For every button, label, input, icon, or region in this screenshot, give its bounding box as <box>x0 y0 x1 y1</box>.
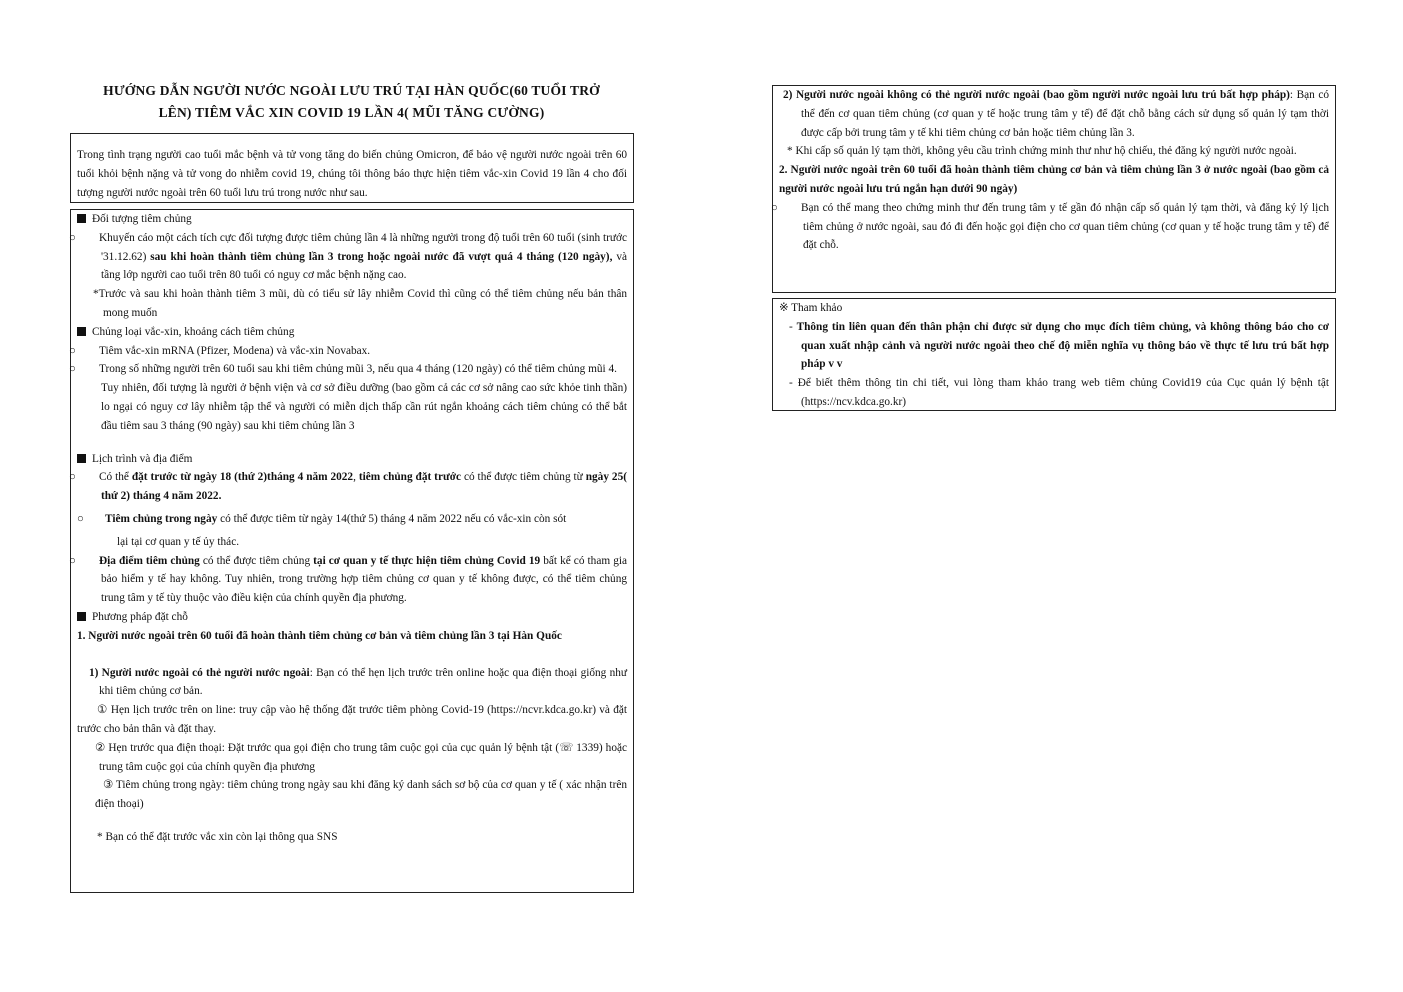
schedule-text-a: Có thể <box>99 471 132 484</box>
schedule-text-e: có thể được tiêm chủng từ <box>461 471 586 484</box>
target-text-a: Khuyến cáo một cách tích cực đối tượng được tiêm chủng lần 4 là những người trong độ tuổi trên 60 tuổi (sinh trước '31.12.62) <box>99 231 627 263</box>
target-text-c: và tầng lớp người cao tuổi trên 80 tuổi có nguy cơ mắc bệnh nặng cao. <box>101 250 627 282</box>
reference-item-1: Thông tin liên quan đến thân phận chỉ được sử dụng cho mục đích tiêm chủng, và không thông báo cho cơ quan xuất nhập cảnh và người nước ngoài theo chế độ miễn nghĩa vụ thông báo về thực tế lưu trú bất hợp pháp v v <box>796 320 1329 371</box>
circle-bullet-icon: ○ <box>69 363 76 376</box>
booking-method-3: ③ Tiêm chủng trong ngày: tiêm chủng trong ngày sau khi đăng ký danh sách sơ bộ của cơ quan y tế ( xác nhận trên điện thoại) <box>95 779 627 811</box>
dash-bullet: - <box>789 377 798 390</box>
target-note: *Trước và sau khi hoàn thành tiêm 3 mũi, dù có tiểu sử lây nhiễm Covid thì cũng có thể tiêm chủng nếu bản thân mong muốn <box>93 288 627 319</box>
intro-box <box>70 133 634 203</box>
sameday-text-c: lại tại cơ quan y tế ủy thác. <box>117 535 240 548</box>
booking-method-2: ② Hẹn trước qua điện thoại: Đặt trước qua gọi điện cho trung tâm cuộc gọi của cục quản lý bệnh tật (☏ 1339) hoặc trung tâm cuộc gọi của chính quyền địa phương <box>95 741 627 773</box>
main-content-box <box>70 209 634 893</box>
section-heading-booking: Phương pháp đặt chỗ <box>92 610 188 623</box>
reference-heading: ※ Tham khảo <box>779 302 843 314</box>
circle-bullet-icon: ○ <box>69 554 76 567</box>
booking-item-1: 1. Người nước ngoài trên 60 tuổi đã hoàn thành tiêm chủng cơ bản và tiêm chủng lần 3 tại Hàn Quốc <box>77 629 562 642</box>
circle-bullet-icon: ○ <box>69 471 76 484</box>
booking-sub2-a: 2) Người nước ngoài không có thẻ người nước ngoài (bao gồm người nước ngoài lưu trú bất hợp pháp) <box>783 89 1290 101</box>
section-target <box>69 210 627 323</box>
booking-item-2-text: Bạn có thể mang theo chứng minh thư đến trung tâm y tế gần đó nhận cấp số quản lý tạm thời, và đăng ký lý lịch tiêm chủng ở nước ngoài, sau đó đi đến hoặc gọi điện cho cơ quan tiêm chủng (cơ quan y tế hoặc trung tâm y tế) để đặt chỗ. <box>801 201 1329 252</box>
booking-method-1: ① Hẹn lịch trước trên on line: truy cập vào hệ thống đặt trước tiêm phòng Covid-19 (https://ncvr.kdca.go.kr) và đặt trước cho bản thân và đặt thay. <box>77 704 627 735</box>
title-line-1: HƯỚNG DẪN NGƯỜI NƯỚC NGOÀI LƯU TRÚ TẠI HÀN QUỐC(60 TUỔI TRỞ <box>103 83 600 98</box>
square-bullet-icon <box>77 214 86 223</box>
intro-text: Trong tình trạng người cao tuổi mắc bệnh và tử vong tăng do biến chủng Omicron, để bảo vệ người nước ngoài trên 60 tuổi khỏi bệnh nặng và tử vong do nhiễm covid 19, chúng tôi thông báo thực hiện tiêm vắc-xin Covid 19 lần 4 cho đối tượng người nước ngoài trên 60 tuổi lưu trú trong nước như sau. <box>77 149 627 199</box>
booking-sub1-b: : Bạn có thể hẹn lịch trước trên online hoặc qua điện thoại giống như khi tiêm chủng cơ bản. <box>99 666 627 698</box>
section-booking <box>77 608 627 847</box>
reference-box <box>772 298 1336 411</box>
booking-item-2: 2. Người nước ngoài trên 60 tuổi đã hoàn thành tiêm chủng cơ bản và tiêm chủng lần 3 ở nước ngoài (bao gồm cả người nước ngoài lưu trú ngắn hạn dưới 90 ngày) <box>779 164 1329 195</box>
section-heading-schedule: Lịch trình và địa điểm <box>92 452 193 465</box>
vaccine-text-2: Trong số những người trên 60 tuổi sau khi tiêm chủng mũi 3, nếu qua 4 tháng (120 ngày) có thể tiêm chủng mũi 4. <box>99 363 617 376</box>
schedule-text-d: tiêm chủng đặt trước <box>358 471 462 484</box>
document-title <box>70 80 633 124</box>
circle-bullet-icon: ○ <box>771 201 778 214</box>
section-heading-target: Đối tượng tiêm chủng <box>92 213 192 225</box>
booking-continued-box <box>772 85 1336 293</box>
circle-bullet-icon: ○ <box>69 231 76 244</box>
booking-sub1-a: 1) Người nước ngoài có thẻ người nước ngoài <box>89 666 310 679</box>
reference-item-2: Để biết thêm thông tin chi tiết, vui lòng tham khảo trang web tiêm chủng Covid19 của Cục quản lý bệnh tật (https://ncv.kdca.go.kr) <box>797 377 1329 408</box>
booking-temp-note: * Khi cấp số quản lý tạm thời, không yêu cầu trình chứng minh thư như hộ chiếu, thẻ đăng ký người nước ngoài. <box>787 145 1297 158</box>
location-text-c: tại cơ quan y tế thực hiện tiêm chủng Covid 19 <box>313 554 541 567</box>
schedule-text-f: ngày 25( thứ 2) tháng 4 năm 2022. <box>101 471 627 503</box>
vaccine-text-1: Tiêm vắc-xin mRNA (Pfizer, Modena) và vắc-xin Novabax. <box>99 344 371 357</box>
schedule-text-b: đặt trước từ ngày 18 (thứ 2)tháng 4 năm 2022 <box>131 471 354 484</box>
section-schedule <box>69 450 627 608</box>
dash-bullet: - <box>789 320 797 333</box>
location-text-a: Địa điểm tiêm chủng <box>99 554 200 567</box>
sameday-text-b: có thể được tiêm từ ngày 14(thứ 5) tháng 4 năm 2022 nếu có vắc-xin còn sót <box>217 512 567 525</box>
booking-sub2-b: : Bạn có thể đến cơ quan tiêm chủng (cơ quan y tế hoặc trung tâm y tế) để đặt chỗ bằng cách sử dụng số quản lý tạm thời được cấp bởi trung tâm y tế khi tiêm chủng cơ bản hoặc tiêm chủng lần 3. <box>801 89 1329 139</box>
target-text-bold: sau khi hoàn thành tiêm chủng lần 3 trong hoặc ngoài nước đã vượt quá 4 tháng (120 ngày), <box>150 250 613 263</box>
schedule-text-c: , <box>353 471 359 484</box>
section-heading-vaccine: Chủng loại vắc-xin, khoảng cách tiêm chủng <box>92 325 295 338</box>
sameday-text-a: Tiêm chủng trong ngày <box>105 512 218 525</box>
location-text-b: có thể được tiêm chủng <box>199 554 314 567</box>
circle-bullet-icon: ○ <box>69 344 76 357</box>
square-bullet-icon <box>77 454 86 463</box>
square-bullet-icon <box>77 612 86 621</box>
section-vaccine-type <box>69 323 627 436</box>
square-bullet-icon <box>77 327 86 336</box>
title-line-2: LÊN) TIÊM VẮC XIN COVID 19 LẦN 4( MŨI TĂNG CƯỜNG) <box>158 105 545 120</box>
location-text-d: bất kể có tham gia bảo hiểm y tế hay không. Tuy nhiên, trong trường hợp tiêm chủng cơ quan y tế không được, có thể tiêm chủng trung tâm y tế tùy thuộc vào điều kiện của chính quyền địa phương. <box>101 554 627 605</box>
circle-bullet-icon: ○ <box>77 512 84 525</box>
vaccine-text-3: Tuy nhiên, đối tượng là người ở bệnh viện và cơ sở điều dưỡng (bao gồm cả các cơ sở nâng cao sức khỏe tinh thần) lo ngại có nguy cơ lây nhiễm tập thể và người có miễn dịch thấp cần rút ngắn khoảng cách tiêm chủng có thể bắt đầu tiêm sau 3 tháng (90 ngày) sau khi tiêm chủng lần 3 <box>101 382 627 432</box>
booking-sns-note: * Bạn có thể đặt trước vắc xin còn lại thông qua SNS <box>97 830 338 843</box>
